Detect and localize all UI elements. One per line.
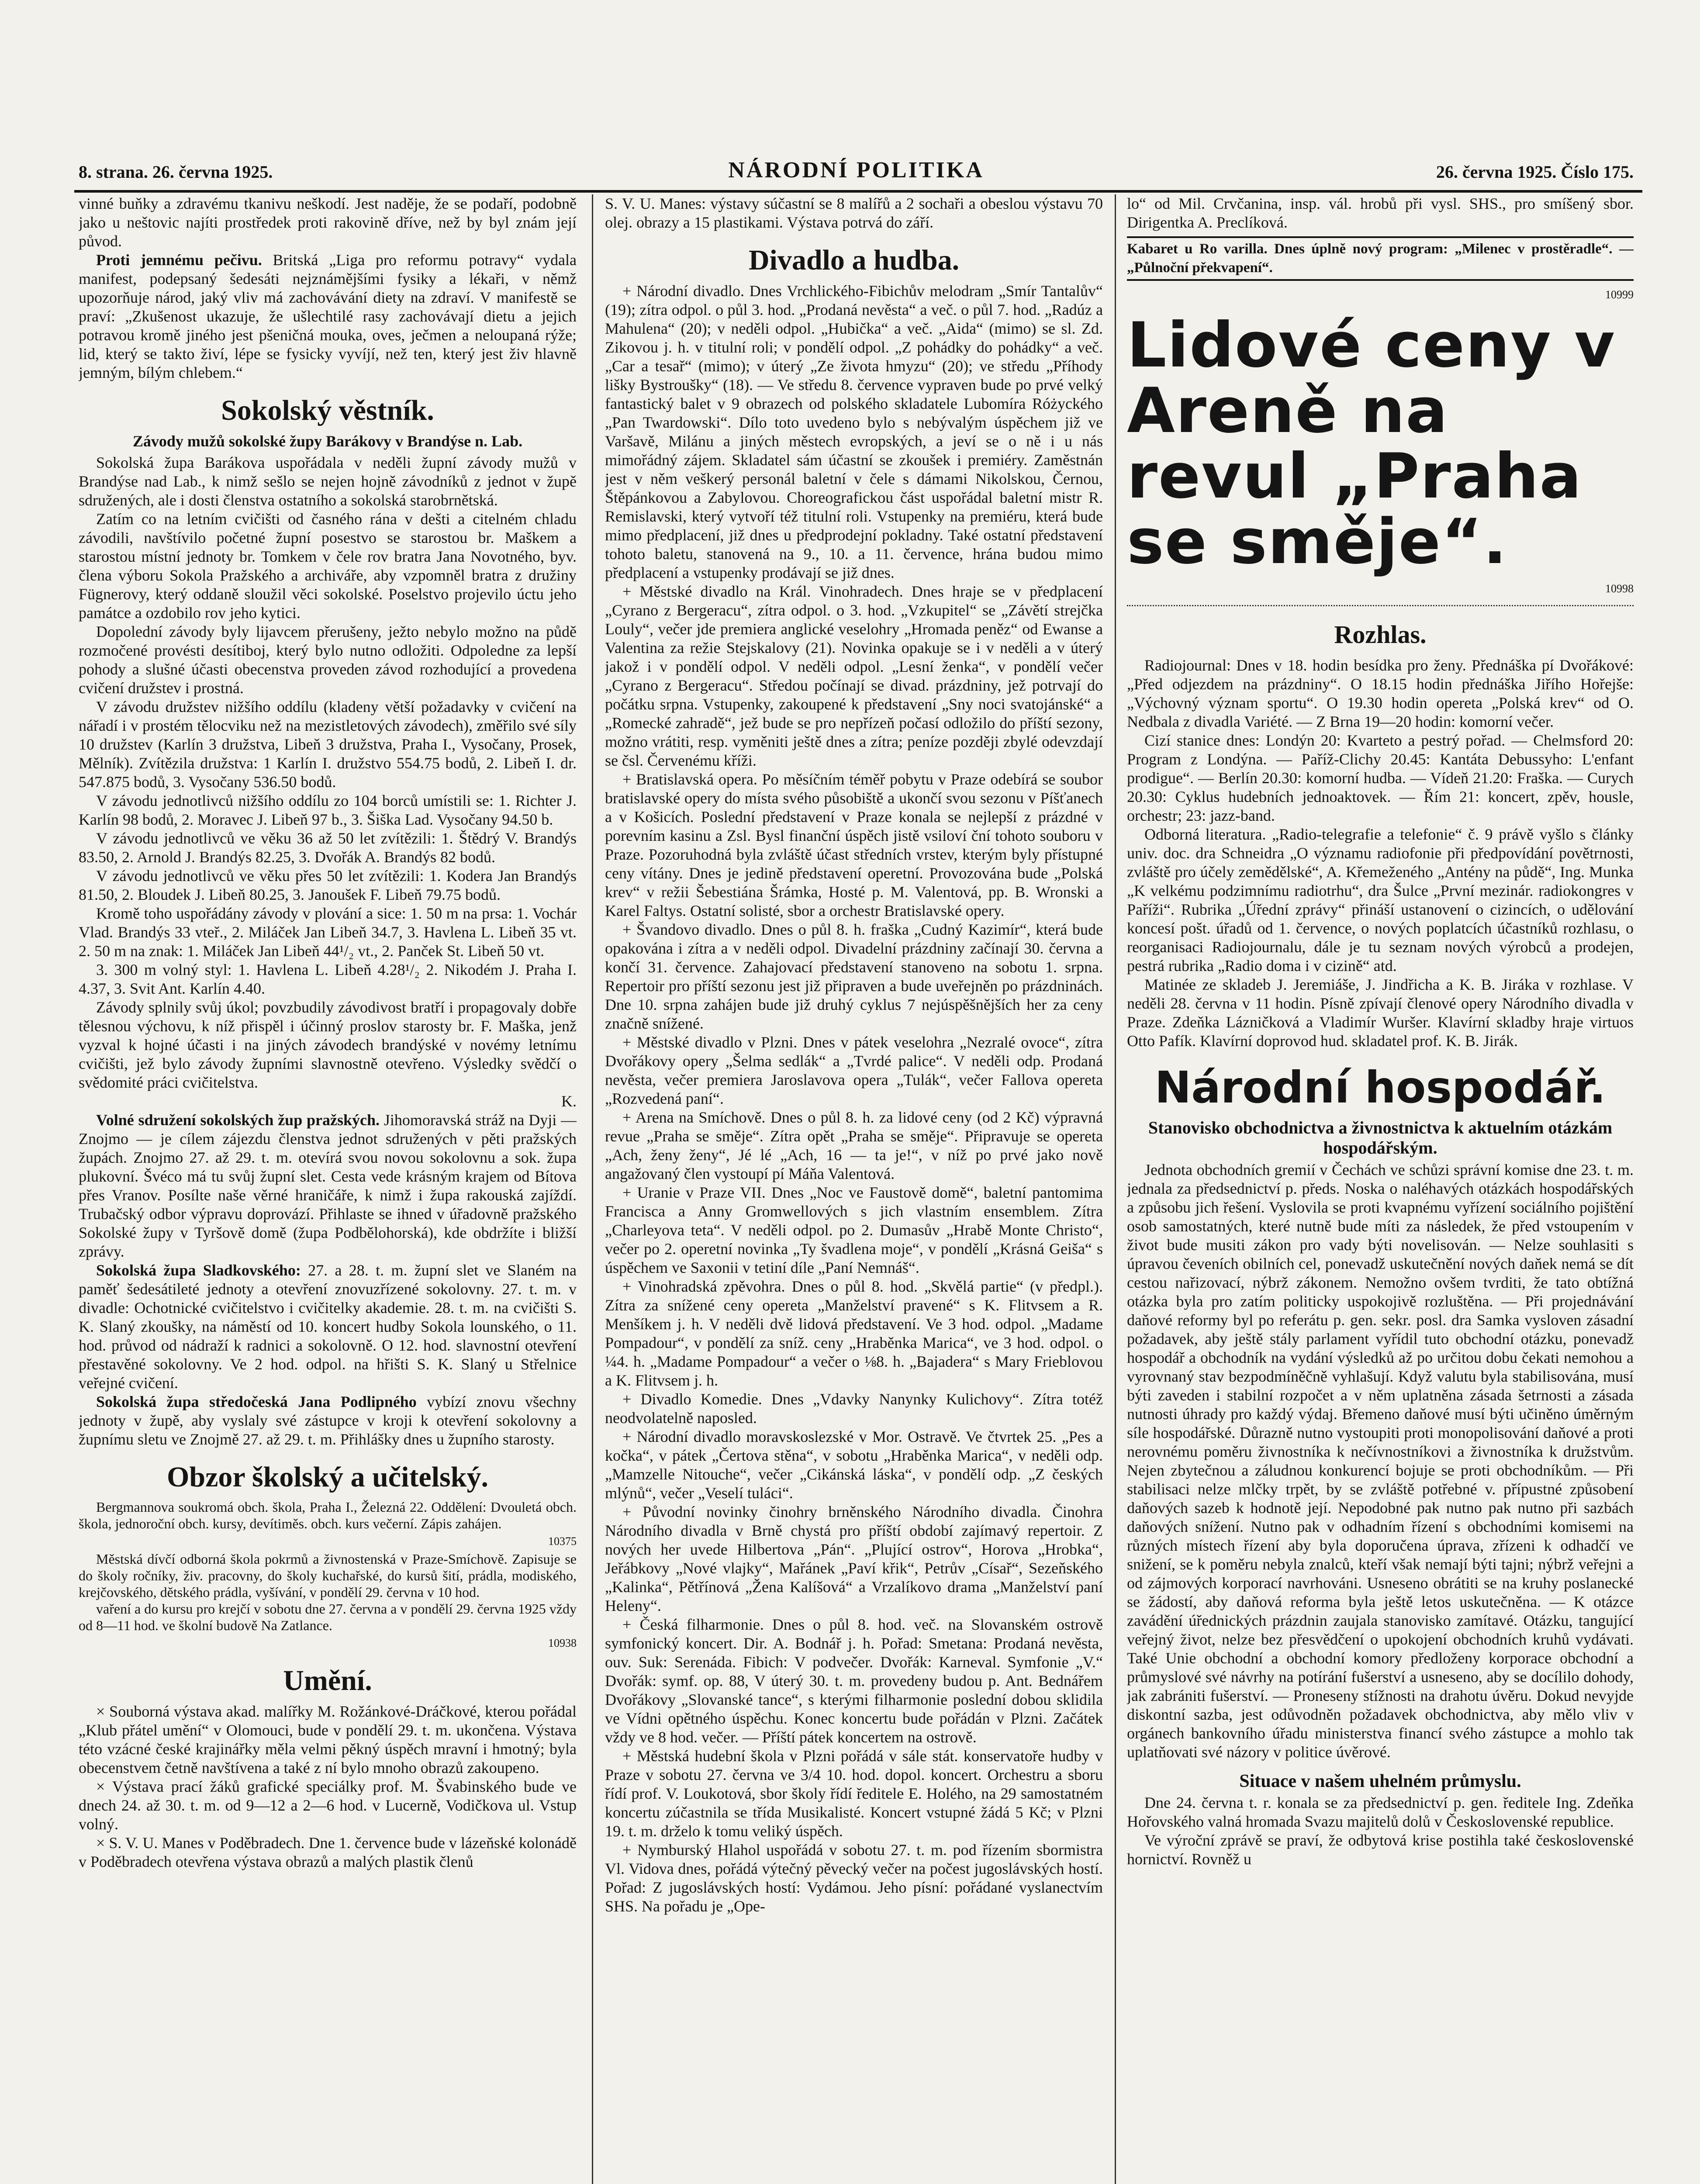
article-text: vybízí znovu všechny jednoty v župě, aby vyslaly své zástupce v kroji k otevření sokolovny a župnímu sletu ve Znojmě 27. až 29. t. m. Přihlášky dnes u župního starosty. — [79, 1393, 577, 1448]
article-paragraph: × Výstava prací žáků grafické speciálky prof. M. Švabinského bude ve dnech 24. až 30. t. m. od 9—12 a 2—6 hod. v Lucerně, Vodičkova ul. Vstup volný. — [79, 1778, 577, 1833]
article-heading-inline: Volné sdružení sokolských žup pražských. — [96, 1111, 380, 1129]
article-paragraph — [79, 1261, 577, 1393]
masthead — [79, 157, 1634, 188]
article-paragraph — [79, 1111, 577, 1261]
column-divider — [1115, 194, 1116, 2184]
section-title: Sokolský věstník. — [221, 394, 434, 426]
article-text: Jihomoravská stráž na Dyji — Znojmo — je cílem zájezdu členstva jednot sdružených v pěti pražských župách. Znojmo 27. až 29. t. m. otevírá svou novou sokolovnu a sok. župa plukovní. Švéco má tu svůj župní slet. Cesta vede krásným krajem od Bítova přes Vranov. Posílte naše věrné hraničáře, k nimž i župa rakouská zajíždí. Trubačský odbor výpravu doprovází. Přihlaste se ihned v úřadovně pražského Sokolské župy v Tyršově domě (župa Podbělohorská), kde obdržíte i bližší zprávy. — [79, 1111, 577, 1260]
article-paragraph: Závody splnily svůj úkol; povzbudily závodivost bratří i propagovaly dobře tělesnou výchovu, k níž přispěl i účinný proslov starosty br. F. Maška, jenž vyzval k hojné účasti i na jiných závodech brandýské v novémy letnímu cvičišti, jež bylo závody župními slavnostně otevřeno. Výsledky svědčí o svědomité práci cvičitelstva. — [79, 999, 577, 1091]
article-text: Britská „Liga pro reformu potravy“ vydala manifest, podepsaný šedesáti nejznámějšími fysiky a lékaři, v němž upozorňuje národ, jaký vliv má zachovávání diety na zdraví. V manifestě se praví: „Zkušenost ukazuje, že ušlechtilé rasy zachovávají dietu a jejich potravou kromě jiného jest pšeničná mouka, oves, ječmen a neloupaná rýže; lid, který se takto živí, lépe se fysicky vyvíjí, než ten, který jest živ hlavně jemným, bílým chlebem.“ — [79, 251, 577, 381]
article-paragraph: + Divadlo Komedie. Dnes „Vdavky Nanynky Kulichovy“. Zítra totéž neodvolatelně naposled. — [605, 1390, 1103, 1427]
advert-text: Městská dívčí odborná škola pokrmů a živnostenská v Praze-Smíchově. Zapisuje se do školy ročníky, živ. pracovny, do školy kuchařské, do kursů šití, prádla, modiského, krejčovského, dětského prádla, vyšívání, v pondělí 29. června v 10 hod. — [79, 1551, 577, 1600]
article-paragraph: + Švandovo divadlo. Dnes o půl 8. h. fraška „Cudný Kazimír“, která bude opakována i zítra a v neděli odpol. Divadelní prázdniny začínají 30. června a končí 31. července. Zahajovací představení stanoveno na sobotu 1. srpna. Repertoir pro příští sezonu jest již připraven a bude uveřejněn po prázdninách. Dne 10. srpna zahájen bude již druhý cyklus 7 nejúspěšnějších her za ceny značně snížené. — [605, 921, 1103, 1032]
column-divider — [592, 194, 593, 2184]
article-paragraph: Jednota obchodních gremií v Čechách ve schůzi správní komise dne 23. t. m. jednala za předsednictví p. předs. Noska o naléhavých otázkách hospodářských a způsobu jich řešení. Vyslovila se proti kvapnému vyřízení sociálního pojištění osob samostatných, které nutně bude míti za následek, že před vstoupením v život bude musiti zákon pro vady býti novelisován. — Nelze souhlasiti s úpravou čeveních obilních cel, ponevadž uskutečnění nových daňek nemá se dít cestou nařizovací, nýbrž zákonem. Nemožno ovšem tvrditi, že tato obtížná otázka byla pro zatím politicky uspokojivě rozluštěna. — Při projednávání daňové reformy byl po referátu p. gen. sekr. posl. dra Samka vysloven zásadní požadavek, aby ještě stály parlament vyřídil tuto obchodní otázku, ponevadž hospodář a obchodník na vydání výsledků až po určitou dobu čekati nemohou a vyrovnaný stav bezpodmíněčně vyhlašují. Když valutu byla stabilisována, musí býti zaveden i stabilní rozpočet a v něm uplatněna zásada šetrnosti a zásada nutnosti úhrady pro každý výdaj. Břemeno daňové musí býti učiněno úměrným síle hospodářské. Důrazně nutno vystoupiti proti monopolisování daňové a proti nerovnému poměru živnostníka k nečívnostníkovi a živnostníka k družstvům. Nejen zbytečnou a záludnou konkurencí bojuje se proti obchodníkům. — Při stabilisaci nelze mlčky trpět, by se zvláště potřebné v. přípustné způsobení daňových sazeb k hodnotě její. Nepodobné pak nutno pak nutno při sazbách daňových snížení. Nutno pak v odhadním řízení s obchodními komisemi na různých místech řízení aby byla doporučena úprava, zřízeni k odhadčí ve snižení, se k poměru nebyla znalců, kteří však nemají býti tajni; nýbrž veřejni a od zájmových korporací navrhováni. Usneseno obrátiti se na kruhy poslanecké se žádostí, aby daňová reforma byla ještě letos uskutečněna. — K otázce zavádění úřednických prázdnin zaujala stanovisko zamítavé. Otázku, tangující veřejný život, nelze bez přesvědčení o upokojení obchodních kruhů vydávati. Také Unie obchodní a obchodní komory předloženy korporace obchodní a průmyslové své návrhy na potírání fušerství a usneseno, aby se docílilo dohody, jak zabrániti fušerství. — Proneseny stížnosti na drahotu úvěru. Dokud nevyjde diskontní sazba, jest odůvodněn požadavek obchodnictva, aby mělo vliv v orgánech bankovního úřadu ministerstva financí svého zástupce a mohlo tak uplatňovati své názory v politice úvěrové. — [1127, 1161, 1634, 1761]
article-text: lo“ od Mil. Crvčanina, insp. vál. hrobů při vysl. SHS., pro smíšený sbor. Dirigentka A. Preclíková. — [1127, 195, 1634, 231]
article-title: Stanovisko obchodnictva a živnostnictva k aktuelním otázkám hospodářským. — [1148, 1118, 1613, 1158]
advert-number: 10999 — [1605, 288, 1634, 301]
article-paragraph: V závodu jednotlivců ve věku 36 až 50 let zvítězili: 1. Štědrý V. Brandýs 83.50, 2. Arnold J. Brandýs 82.25, 3. Dvořák A. Brandýs 82 bodů. — [79, 829, 577, 866]
article-paragraph: + Arena na Smíchově. Dnes o půl 8. h. za lidové ceny (od 2 Kč) výpravná revue „Praha se směje“. Zítra opět „Praha se směje“. Připravuje se opereta „Ach, ženy ženy“, Jé lé „Ach, 16 — ta je!“, v níž po prvé jako nově angažovaný člen vystoupí pí Máňa Valentová. — [605, 1109, 1103, 1182]
section-title: Národní hospodář. — [1154, 1062, 1606, 1113]
article-paragraph: × S. V. U. Manes v Poděbradech. Dne 1. července bude v lázeňské kolonádě v Poděbradech otevřena výstava obrazů a malých plastik členů — [79, 1834, 577, 1870]
article-title: Situace v našem uhelném průmyslu. — [1239, 1771, 1521, 1791]
article-paragraph — [79, 251, 577, 382]
advert-number: 10938 — [548, 1637, 577, 1649]
article-title: Závody mužů sokolské župy Barákovy v Brandýse n. Lab. — [132, 432, 523, 450]
advert-box: Kabaret u Ro varilla. Dnes úplně nový program: „Milenec v prostěradle“. — „Půlnoční překvapení“. — [1127, 236, 1634, 281]
article-paragraph: Radiojournal: Dnes v 18. hodin besídka pro ženy. Přednáška pí Dvořákové: „Před odjezdem na prázdniny“. O 18.15 hodin přednáška Jiřího Hořejše: „Výchovný význam sportu“. O 19.30 hodin opereta „Polská krev“ od O. Nedbala z divadla Variété. — Z Brna 19—20 hodin: komorní večer. — [1127, 657, 1634, 730]
article-heading-inline: Sokolská župa středočeská Jana Podlipného — [96, 1393, 417, 1410]
article-paragraph: + Národní divadlo moravskoslezské v Mor. Ostravě. Ve čtvrtek 25. „Pes a kočka“, v pátek „Čertova stěna“, v sobotu „Hraběnka Marica“, v neděli odp. „Mamzelle Nitouche“, večer „Cikánská láska“, v pondělí odp. „Z českých mlýnů“, večer „Veselí tuláci“. — [605, 1428, 1103, 1502]
article-paragraph: Sokolská župa Barákova uspořádala v neděli župní závody mužů v Brandýse nad Lab., k nimž sešlo se nejen hojně závodníků z jednot v župě sdružených, ale i dosti členstva ostatního a sokolská starobrnětská. — [79, 454, 577, 509]
article-paragraph: + Uranie v Praze VII. Dnes „Noc ve Faustově domě“, baletní pantomima Francisca a Anny Gromwellových s jich vlastním ensemblem. Zítra „Charleyova teta“. V neděli odpol. po 2. Dumasův „Hrabě Monte Christo“, večer po 2. operetní novinka „Ty švadlena moje“, v pondělí „Krásná Geiša“ s úspěchem ve Saxonii v tetiní díle „Paní Nemnáš“. — [605, 1184, 1103, 1276]
section-title: Umění. — [283, 1665, 372, 1697]
article-paragraph: Odborná literatura. „Radio-telegrafie a telefonie“ č. 9 právě vyšlo s články univ. doc. dra Schneidra „O významu radiofonie při předpovídání povětrnosti, zvláště pro účely zemědělské“, A. Křemeženého „Antény na půdě“, Ing. Munka „K velkému podzimnímu radiotrhu“, dra Šulce „První mezinár. radiokongres v Paříži“. Rubrika „Úřední zprávy“ přináší ustanovení o cizincích, o udělování koncesí pošt. úřadů od 1. července, o nových poplatcích účastníků rozhlasu, o reorganisaci Radiojournalu, dále je tu seznam nových výrobců a prodejen, pestrá rubrika „Radio doma i v cizině“ atd. — [1127, 826, 1634, 975]
article-paragraph: × Souborná výstava akad. malířky M. Rožánkové-Dráčkové, kterou pořádal „Klub přátel umění“ v Olomouci, bude v pondělí 29. t. m. ukončena. Výstava této vzácné české krajinářky měla velmi pěkný úspěch mravní i hmotný; byla obecenstvem četně navštívena a také z ní bylo mnoho obrazů zakoupeno. — [79, 1703, 577, 1776]
advert-number: 10375 — [548, 1535, 577, 1548]
advert-number: 10998 — [1605, 582, 1634, 595]
article-paragraph: + Městské divadlo na Král. Vinohradech. Dnes hraje se v předplacení „Cyrano z Bergeracu“, zítra odpol. o 3. hod. „Vzkupitel“ se „Závětí strejčka Louly“, večer jde premiera anglické veselohry „Hromada peněz“ od Ewanse a Valentina za režie Stejskalovy (21). Novinka opakuje se i v neděli a v úterý jakož i v pondělí odpol. V neděli odpol. „Lesní ženka“, v pondělí večer „Cyrano z Bergeracu“. Středou počínají se divad. prázdniny, jež potrvají do počátku srpna. Vstupenky, zakoupené k představení „Sny noci svatojánské“ a „Romecké zahradě“, jež bude se pro nepřízeň počasí odložilo do příští sezony, možno vrátiti, resp. vyměniti ještě dnes a zítra; peníze později zbylé odevzdají se čsl. Červenému kříži. — [605, 583, 1103, 769]
article-paragraph: V závodu družstev nižšího oddílu (kladeny větší požadavky v cvičení na nářadí i v prostém tělocviku než na mezistletových závodech), změřilo své síly 10 družstev (Karlín 3 družstva, Libeň 3 družstva, Praha I., Vysočany, Prosek, Mělník). Zvítězila družstva: 1 Karlín I. družstvo 554.75 bodů, 2. Libeň I. dr. 547.875 bodů, 3. Vysočany 536.50 bodů. — [79, 698, 577, 791]
article-paragraph: + Původní novinky činohry brněnského Národního divadla. Činohra Národního divadla v Brně chystá pro příští období zajímavý repertoir. Z nových her uvede Hilbertova „Pán“. „Plující ostrov“, Horova „Hrobka“, Jeřábkovy „Nové vlajky“, Mařánek „Paví křik“, Petrův „Císař“, Sezeňského „Kalinka“, Pětřínová „Žena Kalíšová“ a Vrzalíkovo drama „Manželství paní Heleny“. — [605, 1503, 1103, 1614]
article-signature: K. — [561, 1092, 577, 1110]
article-paragraph: + Nymburský Hlahol uspořádá v sobotu 27. t. m. pod řízením sbormistra Vl. Vidova dnes, pořádá výtečný pěvecký večer na počest jugoslávských hostí. Pořad: Z jugoslávských hostí: Vydámou. Jeho písní: pořádané vyslanectvím SHS. Na pořadu je „Ope- — [605, 1841, 1103, 1915]
big-advert: Lidové ceny v Areně na revul „Praha se směje“. — [1127, 309, 1616, 578]
article-paragraph: + Bratislavská opera. Po měsíčním téměř pobytu v Praze odebírá se soubor bratislavské opery do místa svého působiště a ukončí svou sezonu v Píšťanech a v Košicích. Poslední představení v Praze konala se nejlepší z prázdné v porevním kasinu a Zsl. Bysl finanční úspěch jistě vsiloví ční tohoto souboru v Praze. Pozoruhodná byla zvláště účast středních vrstev, kterým byly přístupné ceny vítány. Dnes je jedině představení operetní. Provozována bude „Polská krev“ v režii Šebestiána Šrámka, Hosté p. M. Valentová, pp. B. Wronski a Karel Faltys. Ostatní solisté, sbor a orchestr Bratislavské opery. — [605, 771, 1103, 919]
article-heading-inline: Sokolská župa Sladkovského: — [96, 1261, 301, 1279]
masthead-rule — [74, 190, 1642, 193]
article-paragraph: + Vinohradská zpěvohra. Dnes o půl 8. hod. „Skvělá partie“ (v předpl.). Zítra za snížené ceny opereta „Manželství pravené“ s K. Flitvsem a R. Menšíkem j. h. V neděli dvě lidová představení. Ve 3 hod. odpol. „Madame Pompadour“, v pondělí za sníž. ceny „Hraběnka Marica“, ve 3 hod. odpol. o ¼4. h. „Madame Pompadour“ a večer o ⅛8. h. „Bajadera“ s Mary Frieblovou a K. Flitvsem j. h. — [605, 1278, 1103, 1389]
article-paragraph: Ve výroční zprávě se praví, že odbytová krise postihla také československé hornictví. Rovněž u — [1127, 1832, 1634, 1868]
article-paragraph: + Česká filharmonie. Dnes o půl 8. hod. več. na Slovanském ostrově symfonický koncert. Dir. A. Bodnář j. h. Pořad: Smetana: Prodaná nevěsta, ouv. Suk: Serenáda. Fibich: V podvečer. Dvořák: Karneval. Symfonie „V.“ Dvořák: symf. op. 88, V úterý 30. t. m. provedeny budou p. Ant. Bednářem Dvořákovy „Slovanské tance“, s kterými filharmonie poslední dobou sklidila ve Vídni opětného úspěchu. Konec koncertu bude pořádán v Plzni. Začátek vždy ve 8 hod. večer. — Příští pátek koncertem na ostrově. — [605, 1616, 1103, 1746]
divider — [1127, 605, 1634, 606]
article-paragraph: + Městská hudební škola v Plzni pořádá v sále stát. konservatoře hudby v Praze v sobotu 27. června ve 3/4 10. hod. dopol. koncert. Orchestru a sboru řídí prof. V. Loukotová, sbor školy řídí ředitele E. Holého, na 29 samostatném koncertu zúčastnila se třída Musikalisté. Koncert vstupné žádá 5 Kč; v Plzni 19. t. m. drželo k tomu veliký úspěch. — [605, 1747, 1103, 1840]
article-text: S. V. U. Manes: výstavy súčastní se 8 malířů a 2 sochaři a obeslou výstavu 70 olej. obrazy a 15 plastikami. Výstava potrvá do září. — [605, 195, 1103, 231]
article-paragraph: V závodu jednotlivců ve věku přes 50 let zvítězili: 1. Kodera Jan Brandýs 81.50, 2. Bloudek J. Libeň 80.25, 3. Janoušek F. Libeň 79.75 bodů. — [79, 867, 577, 903]
masthead-issue: 26. června 1925. Číslo 175. — [1436, 162, 1634, 182]
article-text: vinné buňky a zdravému tkanivu neškodí. Jest naděje, že se podaří, podobně jako u neštovic najíti prostředek proti rakovině dříve, než by byl znám její původ. — [79, 195, 577, 250]
article-text: 27. a 28. t. m. župní slet ve Slaném na paměť šedesátileté jednoty a otevření znovuzřízené sokolovny. 27. t. m. v divadle: Ochotnické cvičitelstvo i cvičitelky akademie. 28. t. m. na cvičišti S. K. Slaný zkoušky, na náměstí od 10. koncert hudby Sokola lounského, o 11. hod. průvod od nádraží k radnici a sokolovně. O 12. hod. slavnostní otevření přestavěné sokolovny. Ve 2 hod. odpol. na hřišti S. K. Slaný u Střelnice veřejné cvičení. — [79, 1261, 577, 1392]
advert-text: vaření a do kursu pro krejčí v sobotu dne 27. června a v pondělí 29. června 1925 vždy od 8—11 hod. ve školní budově Na Zatlance. — [79, 1601, 577, 1633]
article-paragraph: V závodu jednotlivců nižšího oddílu zo 104 borců umístili se: 1. Richter J. Karlín 98 bodů, 2. Moravec J. Libeň 97 b., 3. Šiška Lad. Vysočany 94.50 b. — [79, 792, 577, 828]
article-paragraph: Zatím co na letním cvičišti od časného rána v dešti a citelném chladu závodili, navštívilo početné župní posestvo se starostou br. Maškem a starostou místní jednoty br. Tomkem v čele rov bratra Jana Novotného, byv. člena výboru Sokola Pražského a archiváře, aby vzpomněl bratra z družiny Fügnerovy, který oddaně sloužil věci sokolské. Poselstvo projevilo úctu jeho památce a ozdobilo rov jeho kytici. — [79, 510, 577, 622]
section-title: Divadlo a hudba. — [748, 244, 960, 276]
article-paragraph — [79, 1393, 577, 1449]
article-paragraph: Cizí stanice dnes: Londýn 20: Kvarteto a pestrý pořad. — Chelmsford 20: Program z Londýna. — Paříž-Clichy 20.45: Kantáta Debussyho: L'enfant prodigue“. — Berlín 20.30: komorní hudba. — Vídeň 21.20: Fraška. — Curych 20.30: Cyklus hudebních jednoaktovek. — Řím 21: koncert, zpěv, housle, orchestr; 23: jazz-band. — [1127, 732, 1634, 824]
column-3 — [1127, 194, 1634, 2184]
article-paragraph: + Městské divadlo v Plzni. Dnes v pátek veselohra „Nezralé ovoce“, zítra Dvořákovy opery „Šelma sedlák“ a „Tvrdé palice“. V neděli odp. Prodaná nevěsta, večer premiera Jaroslavova opera „Tulák“, večer Fallova opereta „Rozvedená paní“. — [605, 1033, 1103, 1107]
masthead-page-date: 8. strana. 26. června 1925. — [79, 162, 273, 182]
article-paragraph: Dne 24. června t. r. konala se za předsednictví p. gen. ředitele Ing. Zdeňka Hořovského valná hromada Svazu majitelů dolů v Československé republice. — [1127, 1794, 1634, 1830]
article-paragraph: Matinée ze skladeb J. Jeremiáše, J. Jindřicha a K. B. Jiráka v rozhlase. V neděli 28. června v 11 hodin. Písně zpívají členové opery Národního divadla v Praze. Zdeňka Lázničková a Vladimír Wuršer. Klavírní skladby hraje virtuos Otto Pafík. Klavírní doprovod hud. skladatel prof. K. B. Jirák. — [1127, 976, 1634, 1050]
article-paragraph: Kromě toho uspořádány závody v plování a sice: 1. 50 m na prsa: 1. Vochár Vlad. Brandýs 33 vteř., 2. Miláček Jan Libeň 34.7, 3. Havlena L. Libeň 35 vt. 2. 50 m na znak: 1. Miláček Jan Libeň 44¹/₂ vt., 2. Panček St. Libeň 50 vt. — [79, 905, 577, 960]
advert-text: Bergmannova soukromá obch. škola, Praha I., Železná 22. Oddělení: Dvouletá obch. škola, jednoroční obch. kursy, devítiměs. obch. kurs večerní. Zápis zahájen. — [79, 1499, 577, 1531]
article-paragraph: + Národní divadlo. Dnes Vrchlického-Fibichův melodram „Smír Tantalův“ (19); zítra odpol. o půl 3. hod. „Prodaná nevěsta“ a več. o půl 7. hod. „Radúz a Mahulena“ (20); v neděli odpol. „Hubička“ a več. „Aida“ (mimo) se sl. Zd. Zikovou j. h. v titulní roli; v pondělí odpol. „Z pohádky do pohádky“ a več. „Car a tesař“ (mimo); v úterý „Ze života hmyzu“ (20); ve středu „Příhody lišky Bystroušky“ (18). — Ve středu 8. července vypraven bude po prvé velký fantastický balet v 9 obrazech od polského skladatele Lubomíra Różyckého „Pan Twardowski“. Dílo toto uvedeno bylo s nebývalým úspěchem již ve Varšavě, Milánu a jiných městech evropských, a jeví se o ně i u nás mimořádný zájem. Skladatel sám účastní se zkoušek i premiéry. Zaměstnán jest v něm veškerý personál baletní v čele s dámami Nikolskou, Černou, Štěpánkovou a Zabylovou. Choreografickou část uspořádal baletní mistr R. Remislavski, který vytvoří též titulní roli. Vstupenky na premiéru, která bude mimo předplacení, již dnes u předprodejní pokladny. Také ostatní představení tohoto baletu, stanovená na 9., 10. a 11. července, hrána budou mimo předplacení a vstupenky prodávají se již dnes. — [605, 282, 1103, 581]
column-1 — [79, 194, 577, 2184]
column-2 — [605, 194, 1103, 2184]
section-title: Rozhlas. — [1334, 620, 1427, 649]
masthead-title: NÁRODNÍ POLITIKA — [728, 158, 984, 183]
article-paragraph: Dopolední závody byly lijavcem přerušeny, ježto nebylo možno na půdě rozmočené provésti desítiboj, který bylo nutno odložiti. Odpoledne za lepší pohody a slušné účasti obecenstva proveden závod rozhodující a provedena cvičení družstev i prostná. — [79, 623, 577, 697]
article-paragraph: 3. 300 m volný styl: 1. Havlena L. Libeň 4.28¹/₂ 2. Nikodém J. Praha I. 4.37, 3. Svit Ant. Karlín 4.40. — [79, 961, 577, 997]
article-heading-inline: Proti jemnému pečivu. — [96, 251, 262, 269]
section-title: Obzor školský a učitelský. — [167, 1461, 488, 1493]
